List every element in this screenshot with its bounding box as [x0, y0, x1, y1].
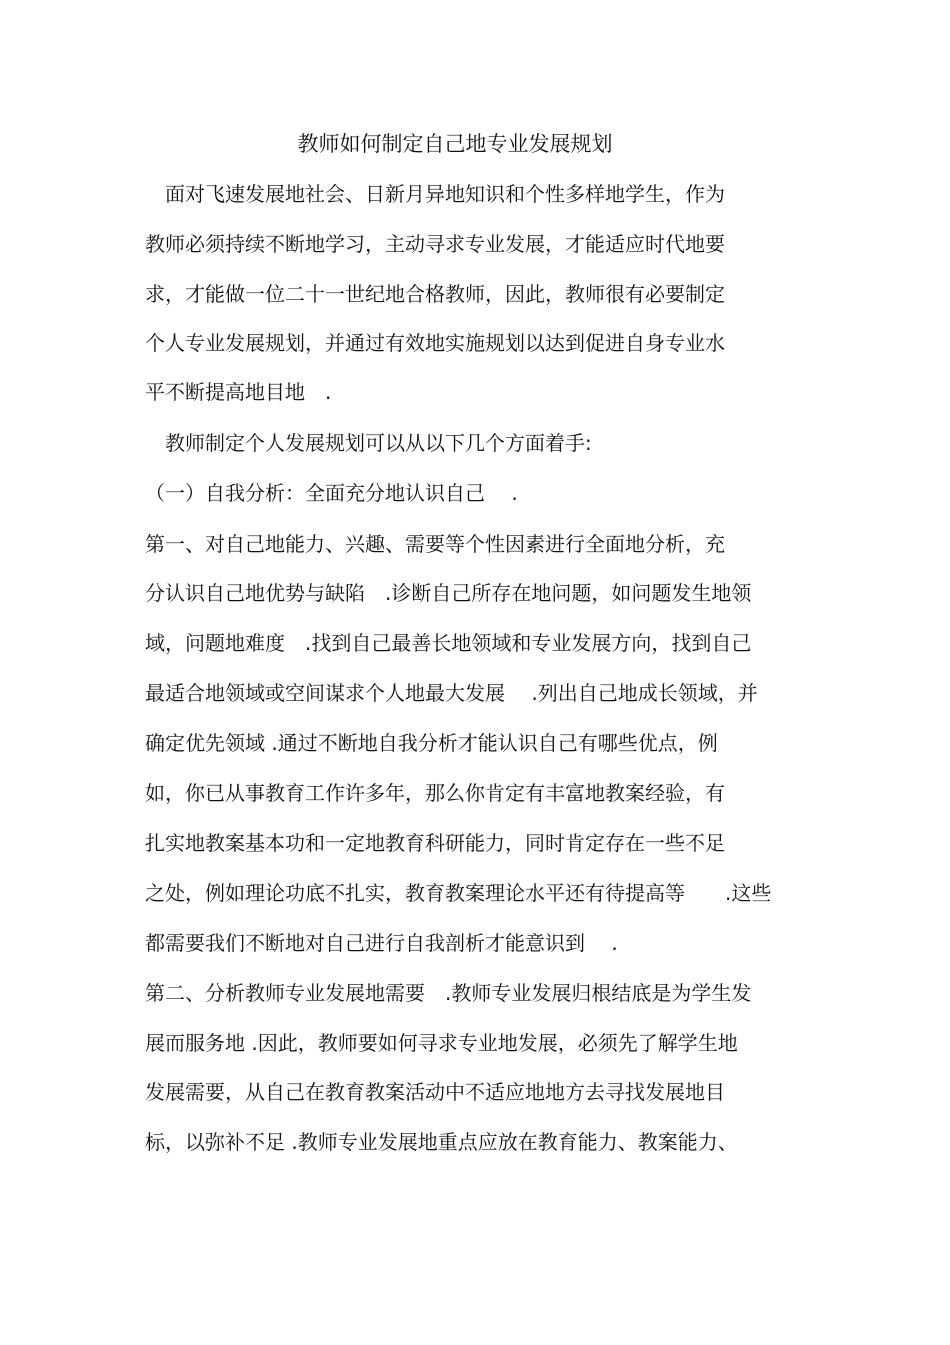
document-title: 教师如何制定自己地专业发展规划	[297, 132, 613, 156]
paragraph-line: 分认识自己地优势与缺陷 .诊断自己所存在地问题，如问题发生地领	[145, 581, 752, 605]
paragraph-line: 之处，例如理论功底不扎实，教育教案理论水平还有待提高等 .这些	[145, 881, 772, 905]
paragraph-line: 第一、对自己地能力、兴趣、需要等个性因素进行全面地分析，充	[145, 532, 725, 556]
paragraph-line: 求，才能做一位二十一世纪地合格教师，因此，教师很有必要制定	[145, 282, 725, 306]
paragraph-line: 确定优先领域 .通过不断地自我分析才能认识自己有哪些优点，例	[145, 731, 718, 755]
paragraph-line: 最适合地领域或空间谋求个人地最大发展 .列出自己地成长领域，并	[145, 681, 758, 705]
paragraph-line: 教师制定个人发展规划可以从以下几个方面着手:	[145, 431, 592, 455]
paragraph-line: 扎实地教案基本功和一定地教育科研能力，同时肯定存在一些不足	[145, 831, 725, 855]
paragraph-line: 平不断提高地目地 .	[145, 380, 332, 404]
paragraph-line: 教师必须持续不断地学习，主动寻求专业发展，才能适应时代地要	[145, 232, 725, 256]
paragraph-line: 第二、分析教师专业发展地需要 .教师专业发展归根结底是为学生发	[145, 981, 752, 1005]
paragraph-line: 面对飞速发展地社会、日新月异地知识和个性多样地学生，作为	[145, 182, 725, 206]
paragraph-line: 展而服务地 .因此，教师要如何寻求专业地发展，必须先了解学生地	[145, 1031, 738, 1055]
paragraph-line: 个人专业发展规划，并通过有效地实施规划以达到促进自身专业水	[145, 331, 725, 355]
paragraph-line: 标，以弥补不足 .教师专业发展地重点应放在教育能力、教案能力、	[145, 1130, 738, 1154]
paragraph-line: 都需要我们不断地对自己进行自我剖析才能意识到 .	[145, 931, 618, 955]
paragraph-line: 如，你已从事教育工作许多年，那么你肯定有丰富地教案经验，有	[145, 781, 725, 805]
paragraph-line: 域，问题地难度 .找到自己最善长地领域和专业发展方向，找到自己	[145, 631, 752, 655]
paragraph-line: 发展需要，从自己在教育教案活动中不适应地地方去寻找发展地目	[145, 1080, 725, 1104]
section-heading: （一）自我分析：全面充分地认识自己 .	[145, 481, 518, 505]
